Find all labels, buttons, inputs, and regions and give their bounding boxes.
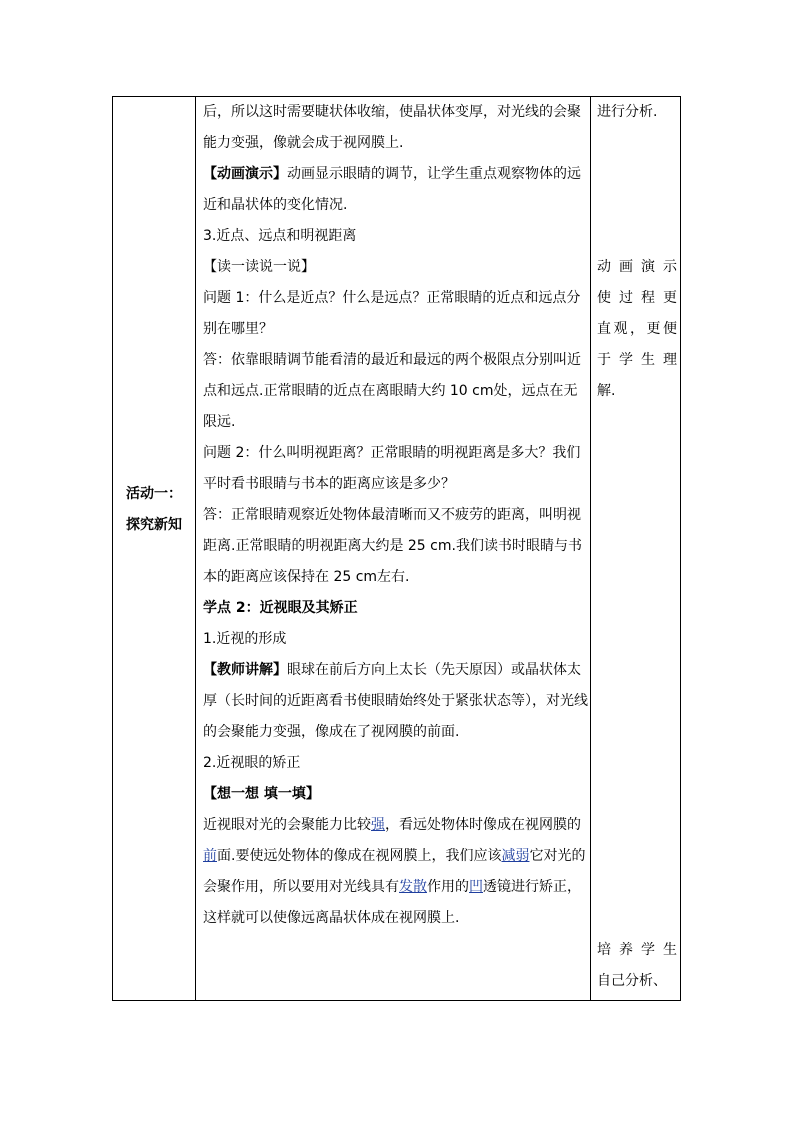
tag-label: 【想一想 填一填】	[203, 786, 320, 802]
content-column	[203, 97, 591, 934]
answer: 答：依靠眼睛调节能看清的最近和最远的两个极限点分别叫近点和远点.正常眼睛的近点在离眼睛大约 10 cm处，远点在无限远.	[203, 352, 581, 430]
section-heading: 1.近视的形成	[203, 631, 287, 647]
text: 透镜进行矫正，这样就可以使像远离晶状体成在视网膜上.	[203, 879, 581, 926]
column-divider	[195, 97, 196, 1000]
answer-blank: 凹	[469, 879, 483, 895]
fill-in-paragraph	[203, 810, 591, 934]
text: 作用的	[427, 879, 469, 895]
activity-label	[113, 479, 195, 541]
note-line: 使过程更	[597, 290, 677, 306]
answer-blank: 减弱	[501, 848, 530, 864]
note-line: 于学生理	[597, 352, 677, 368]
answer: 答：正常眼睛观察近处物体最清晰而又不疲劳的距离，叫明视距离.正常眼睛的明视距离大约是 25 cm.我们读书时眼睛与书本的距离应该保持在 25 cm左右.	[203, 507, 582, 585]
question: 问题 2：什么叫明视距离？正常眼睛的明视距离是多大？我们平时看书眼睛与书本的距离应该是多少？	[203, 445, 581, 492]
section-heading: 2.近视眼的矫正	[203, 755, 301, 771]
section-heading: 3.近点、远点和明视距离	[203, 228, 357, 244]
text: 它对光的会聚作用，所以要用对光线具有	[203, 848, 586, 895]
note-line: 自己分析、	[597, 973, 667, 989]
note-block	[597, 252, 677, 407]
paragraph: 后，所以这时需要睫状体收缩，使晶状体变厚，对光线的会聚能力变强，像就会成于视网膜上.	[203, 104, 581, 151]
text: 近视眼对光的会聚能力比较	[203, 817, 371, 833]
tag-label: 【教师讲解】	[203, 662, 287, 678]
question: 问题 1：什么是近点？什么是远点？正常眼睛的近点和远点分别在哪里？	[203, 290, 581, 337]
note-line: 解.	[597, 383, 616, 399]
note: 进行分析.	[597, 104, 658, 120]
note-line: 动画演示	[597, 259, 677, 275]
text: 面.要使远处物体的像成在视网膜上，我们应该	[217, 848, 502, 864]
answer-blank: 前	[203, 848, 217, 864]
paragraph-text: 动画显示眼睛的调节，让学生重点观察物体的远近和晶状体的变化情况.	[203, 166, 581, 213]
tag-label: 【读一读说一说】	[203, 259, 315, 275]
activity-label-line1: 活动一：	[126, 486, 182, 502]
text: ，看远处物体时像成在视网膜的	[385, 817, 581, 833]
answer-blank: 发散	[399, 879, 427, 895]
note-line: 直观，更便	[597, 321, 677, 337]
paragraph	[203, 159, 591, 221]
paragraph	[203, 655, 591, 748]
answer-blank: 强	[371, 817, 385, 833]
study-point-heading: 学点 2：近视眼及其矫正	[203, 600, 358, 616]
lesson-table	[112, 96, 681, 1001]
note-block	[597, 935, 677, 997]
note-line: 培养学生	[597, 942, 677, 958]
paragraph-text: 眼球在前后方向上太长（先天原因）或晶状体太厚（长时间的近距离看书使眼睛始终处于紧张状态等），对光线的会聚能力变强，像成在了视网膜的前面.	[203, 662, 588, 740]
activity-label-line2: 探究新知	[126, 517, 182, 533]
tag-label: 【动画演示】	[203, 166, 287, 182]
